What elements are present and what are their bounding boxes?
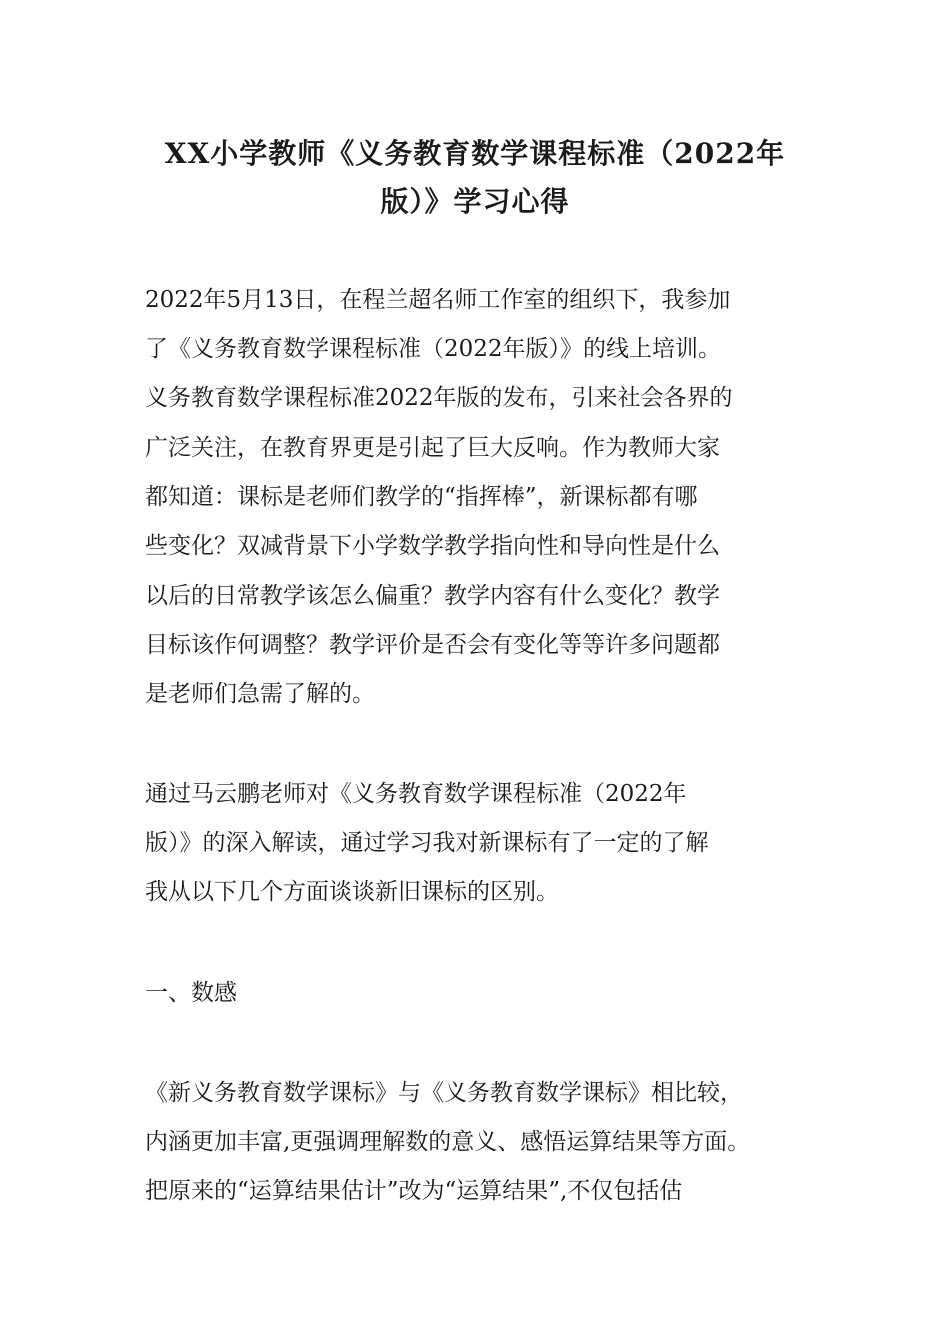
- paragraph-2-line-3: 我从以下几个方面谈谈新旧课标的区别。: [145, 879, 559, 905]
- paragraph-1-line-8: 目标该作何调整？教学评价是否会有变化等等许多问题都: [145, 632, 720, 658]
- paragraph-1-line-7: 以后的日常教学该怎么偏重？教学内容有什么变化？教学: [145, 583, 720, 609]
- paragraph-3-line-1: 《新义务教育数学课标》与《义务教育数学课标》相比较，: [145, 1080, 743, 1106]
- document-title-line-2: 版）》学习心得: [380, 185, 570, 218]
- paragraph-1-line-2: 了《义务教育数学课程标准（2022年版）》的线上培训。: [145, 336, 722, 362]
- paragraph-2-line-2: 版）》的深入解读，通过学习我对新课标有了一定的了解: [145, 830, 709, 856]
- paragraph-1-line-3: 义务教育数学课程标准2022年版的发布，引来社会各界的: [145, 385, 733, 411]
- paragraph-2-line-1: 通过马云鹏老师对《义务教育数学课程标准（2022年: [145, 781, 687, 807]
- paragraph-3-line-3: 把原来的“运算结果估计”改为“运算结果”,不仅包括估: [145, 1178, 683, 1204]
- paragraph-1-line-9: 是老师们急需了解的。: [145, 681, 375, 707]
- paragraph-1-line-6: 些变化？双减背景下小学数学教学指向性和导向性是什么: [145, 533, 720, 559]
- paragraph-1-line-5: 都知道：课标是老师们教学的“指挥棒”，新课标都有哪: [145, 484, 698, 510]
- paragraph-1-line-4: 广泛关注，在教育界更是引起了巨大反响。作为教师大家: [145, 435, 720, 461]
- paragraph-1-line-1: 2022年5月13日，在程兰超名师工作室的组织下，我参加: [145, 287, 731, 313]
- section-heading: 一、数感: [145, 980, 237, 1006]
- document-title-line-1: XX小学教师《义务教育数学课程标准（2022年: [164, 137, 786, 170]
- paragraph-3-line-2: 内涵更加丰富,更强调理解数的意义、感悟运算结果等方面。: [145, 1129, 751, 1155]
